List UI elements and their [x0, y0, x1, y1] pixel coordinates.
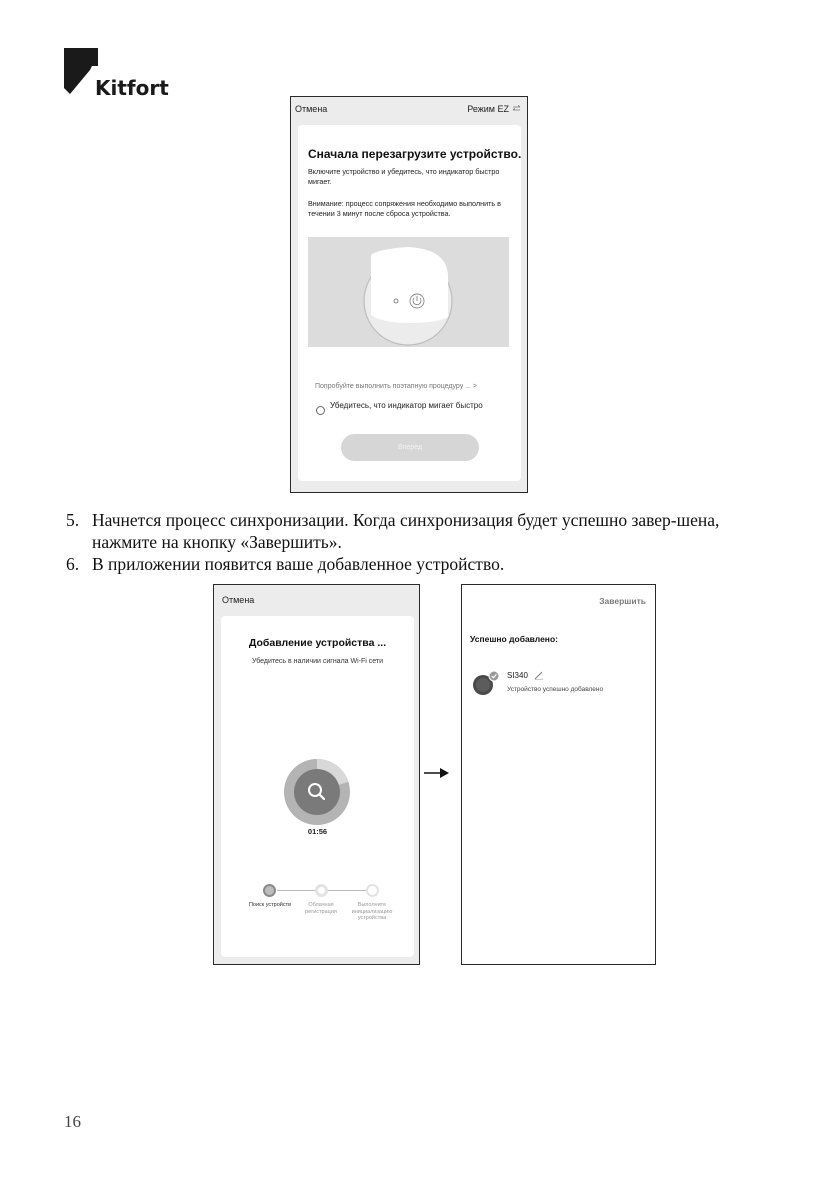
adding-title: Добавление устройства ...: [248, 637, 387, 649]
phone-screen-adding: [213, 584, 420, 965]
instruction-steps: [66, 509, 786, 575]
reset-title: Сначала перезагрузите устройство.: [308, 147, 522, 161]
progress-stepper: [221, 880, 414, 940]
finish-button[interactable]: Завершить: [599, 596, 646, 606]
reset-card: [298, 125, 521, 481]
stage-label-search: Поиск устройств: [248, 902, 292, 908]
arrow-right-icon: [424, 767, 450, 779]
reset-warning: Внимание: процесс сопряжения необходимо выполнить в течении 3 минут после сброса устройства.: [308, 199, 501, 218]
logo-wordmark: Kitfort: [95, 76, 169, 100]
device-status: Устройство успешно добавлено: [507, 686, 604, 693]
step-number: 6.: [66, 554, 80, 574]
step-number: 5.: [66, 510, 80, 530]
stepper-connector: [328, 890, 366, 891]
search-progress-spinner: [282, 757, 352, 827]
stage-dot-search: [263, 884, 276, 897]
next-button[interactable]: Вперед: [341, 434, 479, 461]
page-number: 16: [64, 1112, 81, 1131]
confirm-blinking-radio[interactable]: [316, 406, 325, 415]
stage-dot-cloud: [315, 884, 328, 897]
stage-dot-init: [366, 884, 379, 897]
adding-card: [221, 616, 414, 957]
step-text: В приложении появится ваше добавленное устройство.: [92, 554, 505, 574]
reset-instruction: Включите устройство и убедитесь, что индикатор быстро мигает.: [308, 167, 500, 186]
adding-subtitle: Убедитесь в наличии сигнала Wi-Fi сети: [251, 658, 384, 665]
robot-vacuum-icon: [472, 669, 500, 697]
phone-screen-success: [461, 584, 656, 965]
cancel-link[interactable]: Отмена: [222, 595, 255, 605]
kitfort-logo: [64, 48, 184, 98]
device-name[interactable]: SI340: [507, 671, 528, 680]
switch-mode-icon[interactable]: [512, 105, 521, 112]
step-item: [66, 553, 786, 575]
stepwise-hint-link[interactable]: Попробуйте выполнить поэтапную процедуру ... >: [315, 383, 478, 390]
device-closeup-image: [308, 237, 509, 347]
phone-screen-reset: [290, 96, 528, 493]
step-text: Начнется процесс синхронизации. Когда синхронизация будет успешно завер-шена, нажмите на кнопку «Завершить».: [92, 510, 720, 552]
cancel-link[interactable]: Отмена: [295, 104, 328, 114]
success-heading: Успешно добавлено:: [470, 634, 558, 644]
confirm-blinking-label: Убедитесь, что индикатор мигает быстро: [330, 401, 483, 410]
stage-label-cloud: Облачная регистрация: [305, 902, 337, 915]
step-item: [66, 509, 786, 553]
stepper-connector: [277, 890, 315, 891]
ez-mode-link[interactable]: Режим EZ: [467, 104, 509, 114]
device-illustration: [308, 237, 509, 347]
countdown-timer: 01:56: [307, 827, 328, 836]
stage-label-init: Выполните инициализацию устройства: [351, 902, 393, 921]
edit-pencil-icon[interactable]: [534, 670, 544, 680]
